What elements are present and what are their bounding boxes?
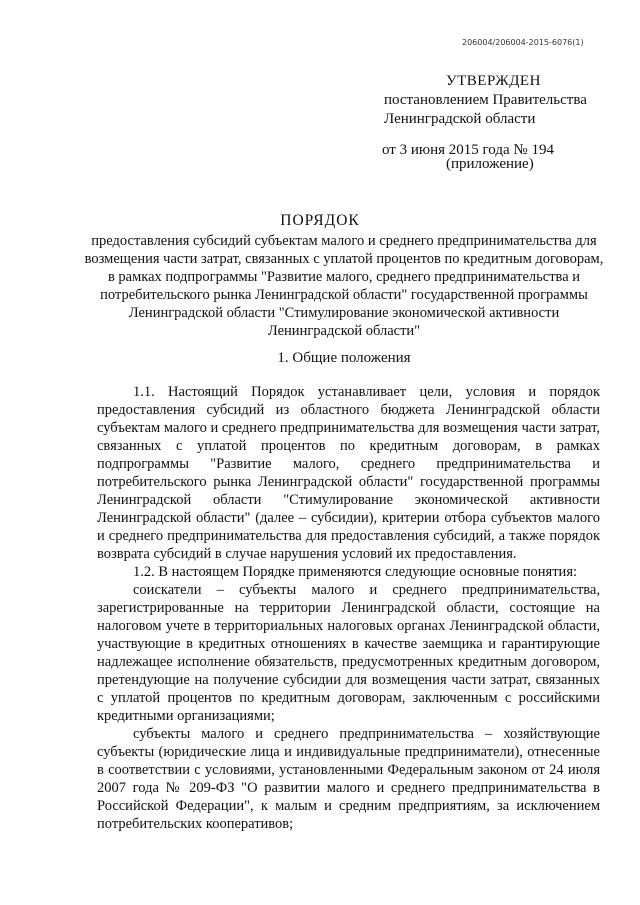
document-body: [97, 383, 600, 833]
approval-title: УТВЕРЖДЕН: [446, 73, 541, 89]
approval-line: постановлением Правительства: [384, 92, 587, 108]
document-subtitle: предоставления субсидий субъектам малого и среднего предпринимательства для возмещения части затрат, связанных с уплатой процентов по кредитным договорам, в рамках подпрограммы "Развитие малого, среднего предпринимательства и потребительского рынка Ленинградской области" государственной программы Ленинградской области "Стимулирование экономической активности Ленинградской области": [84, 233, 604, 339]
approval-appendix: (приложение): [446, 156, 534, 172]
paragraph: 1.1. Настоящий Порядок устанавливает цели, условия и порядок предоставления субсидий из областного бюджета Ленинградской области субъектам малого и среднего предпринимательства для возмещения части затрат, связанных с уплатой процентов по кредитным договорам, в рамках подпрограммы "Развитие малого, среднего предпринимательства и потребительского рынка Ленинградской области" государственной программы Ленинградской области "Стимулирование экономической активности Ленинградской области" (далее – субсидии), критерии отбора субъектов малого и среднего предпринимательства для предоставления субсидий, а также порядок возврата субсидий в случае нарушения условий их предоставления.: [97, 384, 600, 562]
approval-block: [384, 72, 587, 171]
section-heading: 1. Общие положения: [277, 350, 411, 366]
paragraph: соискатели – субъекты малого и среднего предпринимательства, зарегистрированные на территории Ленинградской области, состоящие на налоговом учете в территориальных налоговых органах Ленинградской области, участвующие в кредитных отношениях в качестве заемщика и гарантирующие надлежащее исполнение обязательств, предусмотренных кредитным договором, претендующие на получение субсидии для возмещения части затрат, связанных с уплатой процентов по кредитным договорам, заключенным с российскими кредитными организациями;: [97, 582, 600, 724]
paragraph: субъекты малого и среднего предпринимательства – хозяйствующие субъекты (юридические лица и индивидуальные предприниматели), отнесенные в соответствии с условиями, установленными Федеральным законом от 24 июля 2007 года № 209-ФЗ "О развитии малого и среднего предпринимательства в Российской Федерации", к малым и средним предприятиям, за исключением потребительских кооперативов;: [97, 726, 600, 832]
approval-line: Ленинградской области: [384, 111, 536, 127]
paragraph: 1.2. В настоящем Порядке применяются следующие основные понятия:: [133, 564, 578, 580]
document-title: ПОРЯДОК: [280, 212, 360, 229]
approval-date: от 3 июня 2015 года № 194: [382, 142, 554, 158]
document-number: 206004/206004-2015-6076(1): [462, 38, 584, 47]
